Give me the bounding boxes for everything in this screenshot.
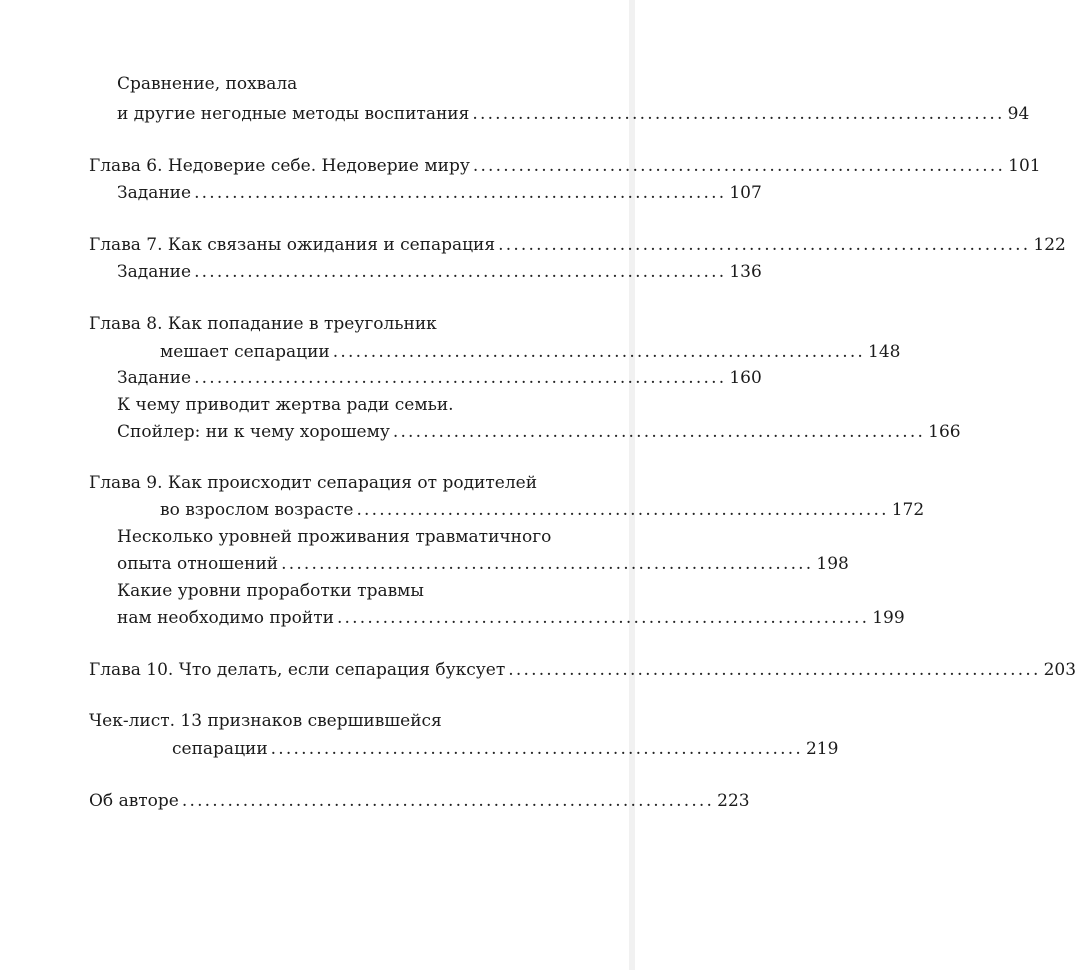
toc-entry[interactable] bbox=[117, 261, 762, 283]
toc-page-number: 166 bbox=[928, 422, 961, 442]
leader-dots: ...................................................................... bbox=[194, 262, 727, 282]
toc-entry-title: К чему приводит жертва ради семьи. bbox=[117, 395, 454, 415]
toc-entry-title: Чек-лист. 13 признаков свершившейся bbox=[89, 711, 442, 731]
toc-page-number: 203 bbox=[1043, 660, 1076, 680]
toc-entry-title: Задание bbox=[117, 368, 192, 388]
leader-dots: ...................................................................... bbox=[281, 554, 814, 574]
toc-entry-title: Глава 8. Как попадание в треугольник bbox=[89, 314, 437, 334]
toc-entry[interactable] bbox=[89, 790, 750, 812]
toc-entry[interactable] bbox=[89, 234, 1066, 256]
leader-dots: ...................................................................... bbox=[332, 342, 866, 362]
toc-entry[interactable] bbox=[160, 341, 901, 363]
toc-entry[interactable] bbox=[117, 553, 849, 575]
toc-entry-title: и другие негодные методы воспитания bbox=[117, 104, 470, 124]
toc-entry-title: Глава 10. Что делать, если сепарация буксует bbox=[89, 660, 506, 680]
toc-entry[interactable] bbox=[117, 607, 905, 629]
leader-dots: ...................................................................... bbox=[194, 368, 727, 388]
toc-entry bbox=[89, 313, 437, 335]
toc-page-number: 136 bbox=[729, 262, 762, 282]
toc-page-number: 101 bbox=[1008, 156, 1041, 176]
toc-entry[interactable] bbox=[89, 155, 1041, 177]
toc-page-number: 160 bbox=[729, 368, 762, 388]
toc-entry[interactable] bbox=[172, 738, 839, 760]
toc-entry-title: Задание bbox=[117, 262, 192, 282]
toc-entry[interactable] bbox=[117, 103, 1030, 125]
toc-entry-title: Глава 6. Недоверие себе. Недоверие миру bbox=[89, 156, 470, 176]
toc-entry-title: Сравнение, похвала bbox=[117, 74, 298, 94]
toc-page-number: 94 bbox=[1007, 104, 1030, 124]
toc-entry[interactable] bbox=[89, 659, 1076, 681]
toc-entry[interactable] bbox=[117, 421, 961, 443]
toc-entry-title: во взрослом возрасте bbox=[160, 500, 354, 520]
toc-entry-title: сепарации bbox=[172, 739, 268, 759]
toc-entry-title: нам необходимо пройти bbox=[117, 608, 334, 628]
toc-entry[interactable] bbox=[117, 182, 762, 204]
toc-entry bbox=[117, 394, 454, 416]
leader-dots: ...................................................................... bbox=[356, 500, 889, 520]
leader-dots: ...................................................................... bbox=[498, 235, 1031, 255]
toc-entry-title: Глава 7. Как связаны ожидания и сепарация bbox=[89, 235, 496, 255]
toc-entry bbox=[117, 580, 424, 602]
toc-page-number: 219 bbox=[805, 739, 839, 759]
toc-entry bbox=[89, 710, 442, 732]
toc-entry-title: Глава 9. Как происходит сепарация от родителей bbox=[89, 473, 538, 493]
leader-dots: ...................................................................... bbox=[194, 183, 727, 203]
toc-entry-title: Спойлер: ни к чему хорошему bbox=[117, 422, 390, 442]
leader-dots: ...................................................................... bbox=[472, 104, 1005, 124]
leader-dots: ...................................................................... bbox=[472, 156, 1006, 176]
toc-page-number: 107 bbox=[729, 183, 762, 203]
toc-page-number: 172 bbox=[891, 500, 925, 520]
toc-entry[interactable] bbox=[117, 367, 762, 389]
leader-dots: ...................................................................... bbox=[508, 660, 1041, 680]
leader-dots: ...................................................................... bbox=[181, 791, 715, 811]
toc-entry[interactable] bbox=[160, 499, 925, 521]
leader-dots: ...................................................................... bbox=[270, 739, 803, 759]
leader-dots: ...................................................................... bbox=[336, 608, 870, 628]
toc-entry bbox=[117, 73, 297, 95]
toc-entry-title: Задание bbox=[117, 183, 192, 203]
toc-page-number: 122 bbox=[1033, 235, 1066, 255]
toc-entry-title: мешает сепарации bbox=[160, 342, 330, 362]
toc-entry-title: Об авторе bbox=[89, 791, 179, 811]
toc-entry bbox=[117, 526, 551, 548]
leader-dots: ...................................................................... bbox=[392, 422, 926, 442]
toc-page-number: 199 bbox=[872, 608, 905, 628]
toc-entry-title: опыта отношений bbox=[117, 554, 279, 574]
toc-page-number: 223 bbox=[717, 791, 750, 811]
toc-entry-title: Какие уровни проработки травмы bbox=[117, 581, 424, 601]
toc-page-number: 148 bbox=[868, 342, 901, 362]
toc-entry-title: Несколько уровней проживания травматичного bbox=[117, 527, 552, 547]
toc-entry bbox=[89, 472, 537, 494]
toc-page-number: 198 bbox=[816, 554, 849, 574]
